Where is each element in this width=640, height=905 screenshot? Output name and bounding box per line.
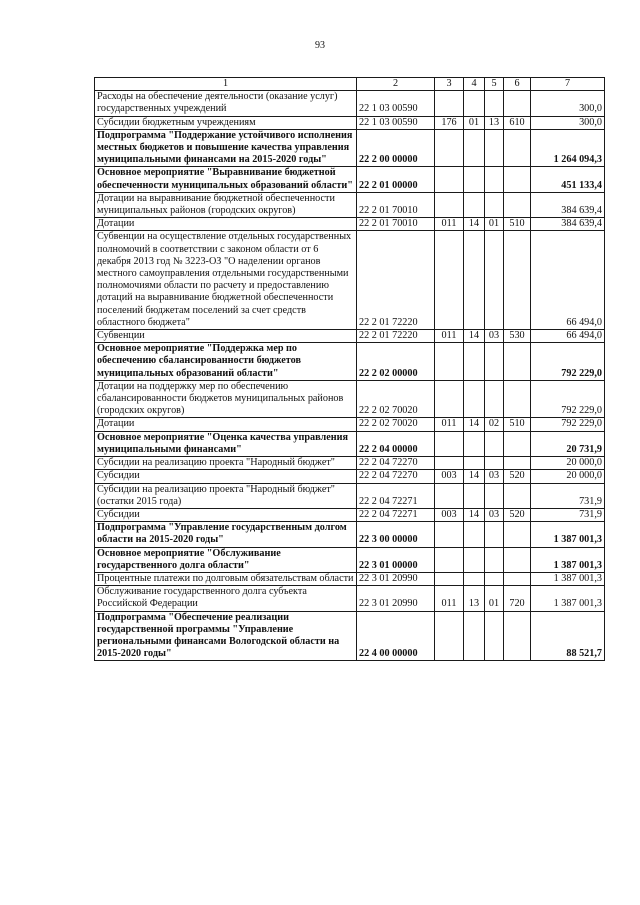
row-name: Дотации на поддержку мер по обеспечению сбалансированности бюджетов муниципальных районов (городских округов)	[95, 380, 357, 418]
row-rz: 14	[464, 470, 485, 483]
row-name: Субсидии на реализацию проекта "Народный бюджет" (остатки 2015 года)	[95, 483, 357, 508]
table-row	[95, 167, 605, 192]
row-pr: 03	[485, 508, 504, 521]
table-row	[95, 418, 605, 431]
row-kvr	[504, 167, 531, 192]
row-vr: 011	[435, 586, 464, 611]
row-pr: 03	[485, 330, 504, 343]
row-rz	[464, 547, 485, 572]
row-kvr: 520	[504, 470, 531, 483]
row-kvr	[504, 91, 531, 116]
row-vr	[435, 167, 464, 192]
row-name: Субсидии	[95, 470, 357, 483]
table-row	[95, 116, 605, 129]
row-name: Основное мероприятие "Поддержка мер по обеспечению сбалансированности бюджетов муниципальных образований области"	[95, 343, 357, 381]
row-code: 22 3 01 20990	[357, 572, 435, 585]
row-code: 22 2 04 72271	[357, 508, 435, 521]
row-sum: 300,0	[531, 116, 605, 129]
row-rz	[464, 522, 485, 547]
row-code: 22 2 01 72220	[357, 231, 435, 330]
row-name: Подпрограмма "Обеспечение реализации государственной программы "Управление региональными финансами Вологодской области на 2015-2020 годы"	[95, 611, 357, 661]
table-row	[95, 547, 605, 572]
column-header: 7	[531, 78, 605, 91]
row-pr	[485, 522, 504, 547]
row-code: 22 2 01 70010	[357, 218, 435, 231]
row-sum: 66 494,0	[531, 231, 605, 330]
row-vr: 176	[435, 116, 464, 129]
row-kvr: 520	[504, 508, 531, 521]
table-row	[95, 572, 605, 585]
row-name: Обслуживание государственного долга субъекта Российской Федерации	[95, 586, 357, 611]
row-vr	[435, 231, 464, 330]
row-code: 22 2 01 70010	[357, 192, 435, 217]
row-pr: 13	[485, 116, 504, 129]
row-code: 22 2 02 70020	[357, 418, 435, 431]
row-kvr	[504, 572, 531, 585]
row-code: 22 3 01 00000	[357, 547, 435, 572]
column-header: 4	[464, 78, 485, 91]
table-row	[95, 470, 605, 483]
row-rz	[464, 483, 485, 508]
row-pr	[485, 167, 504, 192]
row-pr	[485, 611, 504, 661]
row-vr	[435, 611, 464, 661]
row-rz	[464, 431, 485, 456]
page-number: 93	[315, 40, 325, 51]
row-sum: 731,9	[531, 483, 605, 508]
row-vr	[435, 91, 464, 116]
budget-table	[94, 77, 605, 661]
table-row	[95, 218, 605, 231]
row-kvr	[504, 431, 531, 456]
row-name: Субвенции	[95, 330, 357, 343]
row-rz: 14	[464, 418, 485, 431]
row-rz	[464, 167, 485, 192]
row-pr: 01	[485, 218, 504, 231]
row-sum: 1 387 001,3	[531, 586, 605, 611]
row-code: 22 2 00 00000	[357, 129, 435, 167]
table-row	[95, 343, 605, 381]
row-pr	[485, 231, 504, 330]
row-kvr	[504, 380, 531, 418]
table-row	[95, 330, 605, 343]
row-sum: 20 731,9	[531, 431, 605, 456]
row-name: Субсидии бюджетным учреждениям	[95, 116, 357, 129]
row-name: Дотации	[95, 218, 357, 231]
row-sum: 20 000,0	[531, 470, 605, 483]
row-vr	[435, 547, 464, 572]
table-row	[95, 91, 605, 116]
row-sum: 384 639,4	[531, 218, 605, 231]
row-rz	[464, 611, 485, 661]
row-pr: 02	[485, 418, 504, 431]
row-vr: 003	[435, 508, 464, 521]
row-rz	[464, 91, 485, 116]
row-kvr	[504, 547, 531, 572]
row-kvr	[504, 483, 531, 508]
row-rz	[464, 129, 485, 167]
row-kvr: 720	[504, 586, 531, 611]
row-sum: 731,9	[531, 508, 605, 521]
row-kvr	[504, 457, 531, 470]
row-kvr: 510	[504, 218, 531, 231]
row-code: 22 3 01 20990	[357, 586, 435, 611]
row-kvr	[504, 231, 531, 330]
row-sum: 792 229,0	[531, 380, 605, 418]
table-row	[95, 129, 605, 167]
row-vr	[435, 522, 464, 547]
row-vr	[435, 129, 464, 167]
row-name: Основное мероприятие "Выравнивание бюджетной обеспеченности муниципальных образований области"	[95, 167, 357, 192]
row-sum: 1 264 094,3	[531, 129, 605, 167]
row-pr	[485, 192, 504, 217]
row-vr: 011	[435, 418, 464, 431]
row-code: 22 2 04 00000	[357, 431, 435, 456]
row-vr	[435, 572, 464, 585]
row-pr: 03	[485, 470, 504, 483]
row-sum: 1 387 001,3	[531, 547, 605, 572]
row-rz	[464, 343, 485, 381]
row-pr	[485, 380, 504, 418]
row-pr: 01	[485, 586, 504, 611]
row-kvr: 530	[504, 330, 531, 343]
row-rz: 14	[464, 508, 485, 521]
table-row	[95, 508, 605, 521]
column-header: 2	[357, 78, 435, 91]
row-vr	[435, 431, 464, 456]
header-row	[95, 78, 605, 91]
row-pr	[485, 343, 504, 381]
row-name: Субвенции на осуществление отдельных государственных полномочий в соответствии с законом области от 6 декабря 2013 год № 3223-ОЗ "О наделении органов местного самоуправления отдельными государственными полномочиями области по расчету и предоставлению дотаций на выравнивание бюджетной обеспеченности поселений бюджетам поселений за счет средств областного бюджета"	[95, 231, 357, 330]
table-row	[95, 431, 605, 456]
row-vr	[435, 483, 464, 508]
row-pr	[485, 431, 504, 456]
row-pr	[485, 91, 504, 116]
row-sum: 88 521,7	[531, 611, 605, 661]
row-sum: 792 229,0	[531, 343, 605, 381]
row-name: Подпрограмма "Управление государственным долгом области на 2015-2020 годы"	[95, 522, 357, 547]
row-vr: 011	[435, 330, 464, 343]
row-name: Основное мероприятие "Обслуживание государственного долга области"	[95, 547, 357, 572]
column-header: 5	[485, 78, 504, 91]
row-name: Дотации	[95, 418, 357, 431]
row-rz	[464, 231, 485, 330]
row-code: 22 2 04 72270	[357, 470, 435, 483]
row-kvr	[504, 192, 531, 217]
table-row	[95, 457, 605, 470]
row-name: Субсидии на реализацию проекта "Народный бюджет"	[95, 457, 357, 470]
row-pr	[485, 483, 504, 508]
row-code: 22 2 04 72271	[357, 483, 435, 508]
table-row	[95, 483, 605, 508]
table-row	[95, 380, 605, 418]
table-row	[95, 586, 605, 611]
row-name: Процентные платежи по долговым обязательствам области	[95, 572, 357, 585]
row-pr	[485, 457, 504, 470]
row-kvr	[504, 611, 531, 661]
row-rz: 01	[464, 116, 485, 129]
row-code: 22 1 03 00590	[357, 91, 435, 116]
row-rz	[464, 192, 485, 217]
row-rz	[464, 572, 485, 585]
row-kvr	[504, 343, 531, 381]
row-name: Расходы на обеспечение деятельности (оказание услуг) государственных учреждений	[95, 91, 357, 116]
row-rz: 14	[464, 330, 485, 343]
row-code: 22 2 01 00000	[357, 167, 435, 192]
table-row	[95, 522, 605, 547]
row-code: 22 2 02 70020	[357, 380, 435, 418]
row-vr: 011	[435, 218, 464, 231]
row-vr	[435, 380, 464, 418]
row-name: Субсидии	[95, 508, 357, 521]
row-vr	[435, 192, 464, 217]
row-rz	[464, 457, 485, 470]
row-name: Дотации на выравнивание бюджетной обеспеченности муниципальных районов (городских округов)	[95, 192, 357, 217]
row-code: 22 2 01 72220	[357, 330, 435, 343]
row-rz: 14	[464, 218, 485, 231]
row-sum: 1 387 001,3	[531, 572, 605, 585]
row-rz: 13	[464, 586, 485, 611]
row-kvr: 510	[504, 418, 531, 431]
table-row	[95, 611, 605, 661]
row-vr	[435, 343, 464, 381]
row-name: Основное мероприятие "Оценка качества управления муниципальными финансами"	[95, 431, 357, 456]
row-sum: 384 639,4	[531, 192, 605, 217]
row-sum: 451 133,4	[531, 167, 605, 192]
row-sum: 1 387 001,3	[531, 522, 605, 547]
row-sum: 20 000,0	[531, 457, 605, 470]
row-rz	[464, 380, 485, 418]
row-kvr	[504, 522, 531, 547]
column-header: 1	[95, 78, 357, 91]
row-sum: 66 494,0	[531, 330, 605, 343]
row-pr	[485, 129, 504, 167]
column-header: 3	[435, 78, 464, 91]
row-vr: 003	[435, 470, 464, 483]
row-pr	[485, 547, 504, 572]
row-pr	[485, 572, 504, 585]
row-code: 22 1 03 00590	[357, 116, 435, 129]
row-code: 22 2 04 72270	[357, 457, 435, 470]
row-sum: 792 229,0	[531, 418, 605, 431]
row-sum: 300,0	[531, 91, 605, 116]
row-code: 22 4 00 00000	[357, 611, 435, 661]
row-code: 22 3 00 00000	[357, 522, 435, 547]
row-kvr: 610	[504, 116, 531, 129]
row-code: 22 2 02 00000	[357, 343, 435, 381]
row-name: Подпрограмма "Поддержание устойчивого исполнения местных бюджетов и повышение качества управления муниципальными финансами на 2015-2020 годы"	[95, 129, 357, 167]
table-row	[95, 192, 605, 217]
column-header: 6	[504, 78, 531, 91]
table-row	[95, 231, 605, 330]
row-kvr	[504, 129, 531, 167]
row-vr	[435, 457, 464, 470]
